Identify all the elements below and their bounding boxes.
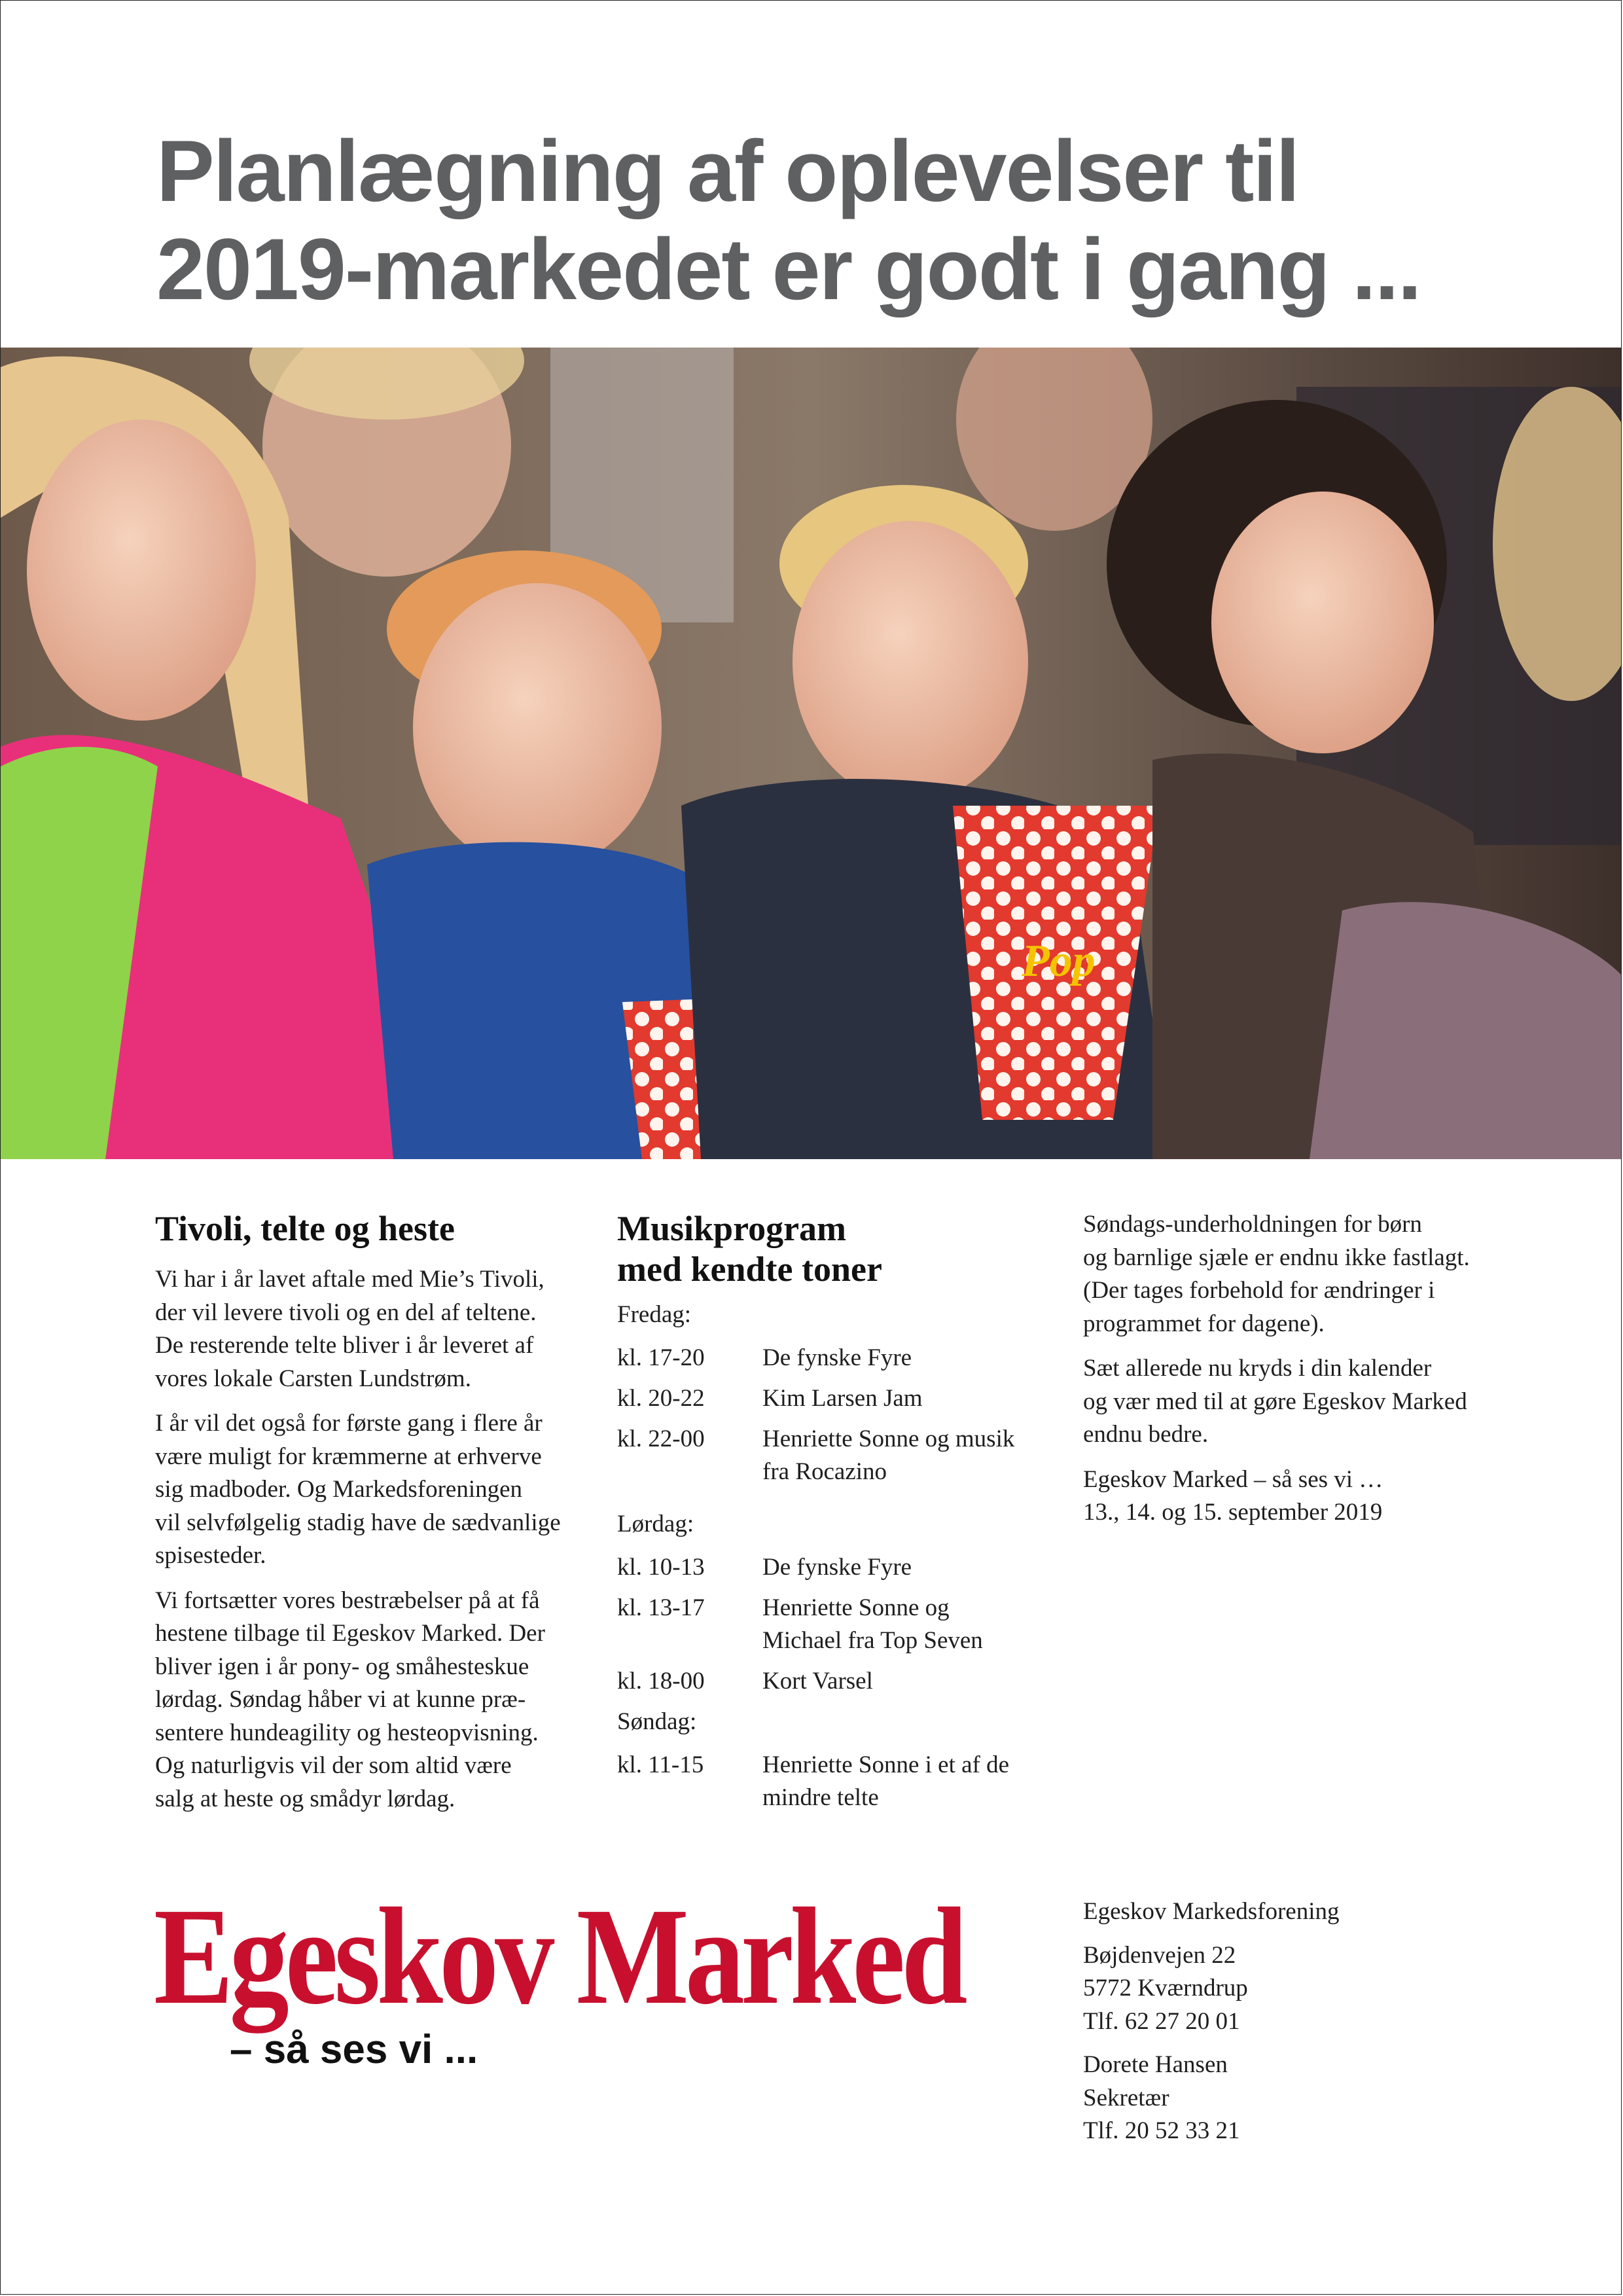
text-line: Søndags-underholdningen for børn — [1083, 1211, 1422, 1238]
text-line: Sekretær — [1083, 2084, 1169, 2111]
text-line: 5772 Kværndrup — [1083, 1975, 1248, 2001]
program-act — [762, 1382, 1049, 1415]
contact-address — [1083, 1939, 1489, 2039]
girl-face — [27, 420, 256, 721]
act-line: De fynske Fyre — [762, 1344, 912, 1371]
music-heading — [617, 1208, 1049, 1289]
headline-line-2: 2019-markedet er godt i gang ... — [156, 221, 1421, 318]
program-time: kl. 17-20 — [617, 1344, 705, 1371]
act-line: Michael fra Top Seven — [762, 1627, 983, 1654]
act-line: Kim Larsen Jam — [762, 1385, 923, 1412]
music-heading-line-1: Musikprogram — [617, 1209, 847, 1248]
program-row — [617, 1342, 1049, 1374]
tivoli-paragraph-1 — [155, 1263, 574, 1395]
text-line: vil selvfølgelig stadig have de sædvanlige — [155, 1509, 561, 1536]
program-act — [762, 1342, 1049, 1374]
headline-line-1: Planlægning af oplevelser til — [156, 123, 1299, 220]
text-line: Vi har i år lavet aftale med Mie’s Tivoli, — [155, 1266, 544, 1293]
column-music-program — [617, 1208, 1049, 1822]
text-line: være muligt for kræmmerne at erhverve — [155, 1443, 542, 1470]
program-time: kl. 13-17 — [617, 1594, 705, 1621]
tivoli-paragraph-2 — [155, 1407, 574, 1573]
text-line: sig madboder. Og Markedsforeningen — [155, 1476, 523, 1503]
dates-paragraph — [1083, 1463, 1489, 1530]
program-act — [762, 1551, 1049, 1584]
program-row — [617, 1382, 1049, 1415]
text-line: lørdag. Søndag håber vi at kunne præ- — [155, 1686, 526, 1713]
column-tivoli — [155, 1208, 574, 1827]
program-act — [762, 1749, 1049, 1814]
text-line: endnu bedre. — [1083, 1421, 1209, 1448]
act-line: De fynske Fyre — [762, 1554, 912, 1581]
text-line: hestene tilbage til Egeskov Marked. Der — [155, 1620, 545, 1647]
program-time: kl. 22-00 — [617, 1426, 705, 1452]
program-row — [617, 1551, 1049, 1584]
photo-illustration — [1, 348, 1622, 1159]
day-label-saturday: Lørdag: — [617, 1511, 694, 1537]
text-line: Bøjdenvejen 22 — [1083, 1941, 1236, 1969]
program-time: kl. 20-22 — [617, 1385, 705, 1412]
program-time: kl. 11-15 — [617, 1751, 704, 1778]
text-line: Vi fortsætter vores bestræbelser på at få — [155, 1587, 540, 1614]
logo-wordmark: Egeskov Marked — [154, 1879, 964, 2033]
program-act — [762, 1592, 1049, 1657]
children-photo — [1, 348, 1622, 1159]
calendar-paragraph — [1083, 1352, 1489, 1452]
act-line: Henriette Sonne og — [762, 1594, 950, 1621]
act-line: mindre telte — [762, 1784, 879, 1811]
text-line: 13., 14. og 15. september 2019 — [1083, 1499, 1383, 1526]
act-line: Kort Varsel — [762, 1668, 873, 1695]
act-line: Henriette Sonne i et af de — [762, 1751, 1010, 1778]
headline — [156, 122, 1596, 319]
text-line: og vær med til at gøre Egeskov Marked — [1083, 1388, 1467, 1415]
text-line: bliver igen i år pony- og småhesteskue — [155, 1653, 529, 1680]
text-line: der vil levere tivoli og en del af teltene. — [155, 1299, 537, 1326]
text-line: De resterende telte bliver i år leveret af — [155, 1332, 534, 1359]
program-act — [762, 1665, 1049, 1698]
text-line: Dorete Hansen — [1083, 2051, 1228, 2078]
text-line: sentere hundeagility og hesteopvisning. — [155, 1719, 539, 1746]
day-label-sunday: Søndag: — [617, 1708, 697, 1735]
program-time: kl. 10-13 — [617, 1554, 705, 1581]
text-line: Sæt allerede nu kryds i din kalender — [1083, 1355, 1432, 1382]
program-row — [617, 1749, 1049, 1814]
text-line: Tlf. 62 27 20 01 — [1083, 2007, 1240, 2035]
sunday-paragraph — [1083, 1208, 1489, 1340]
logo-tagline: – så ses vi ... — [230, 2027, 478, 2072]
day-label-friday: Fredag: — [617, 1301, 692, 1328]
boy-center-face — [793, 521, 1028, 802]
text-line: I år vil det også for første gang i flere år — [155, 1410, 543, 1437]
text-line: Egeskov Markedsforening — [1083, 1898, 1340, 1925]
cup-lettering: Pop — [1022, 936, 1096, 986]
text-line: (Der tages forbehold for ændringer i — [1083, 1277, 1435, 1304]
boy-face — [413, 583, 662, 871]
text-line: Egeskov Marked – så ses vi … — [1083, 1465, 1383, 1493]
program-row — [617, 1665, 1049, 1698]
tivoli-heading: Tivoli, telte og heste — [155, 1209, 455, 1248]
text-line: programmet for dagene). — [1083, 1310, 1325, 1337]
column-sunday-info — [1083, 1208, 1489, 1541]
music-heading-line-2: med kendte toner — [617, 1249, 882, 1289]
program-row — [617, 1423, 1049, 1488]
contact-org — [1083, 1895, 1489, 1929]
tivoli-paragraph-3 — [155, 1585, 574, 1816]
text-line: Og naturligvis vil der som altid være — [155, 1752, 512, 1779]
program-row — [617, 1592, 1049, 1657]
contact-person — [1083, 2049, 1489, 2148]
text-line: salg at heste og smådyr lørdag. — [155, 1785, 455, 1812]
text-line: Tlf. 20 52 33 21 — [1083, 2117, 1240, 2144]
text-line: spisesteder. — [155, 1542, 266, 1569]
text-line: vores lokale Carsten Lundstrøm. — [155, 1365, 471, 1392]
act-line: fra Rocazino — [762, 1458, 887, 1485]
program-act — [762, 1423, 1049, 1488]
program-time: kl. 18-00 — [617, 1668, 705, 1695]
act-line: Henriette Sonne og musik — [762, 1426, 1015, 1452]
contact-info — [1083, 1895, 1489, 2159]
girl-right-face — [1211, 492, 1434, 753]
egeskov-marked-logo — [154, 1879, 964, 2081]
text-line: og barnlige sjæle er endnu ikke fastlagt. — [1083, 1244, 1470, 1271]
